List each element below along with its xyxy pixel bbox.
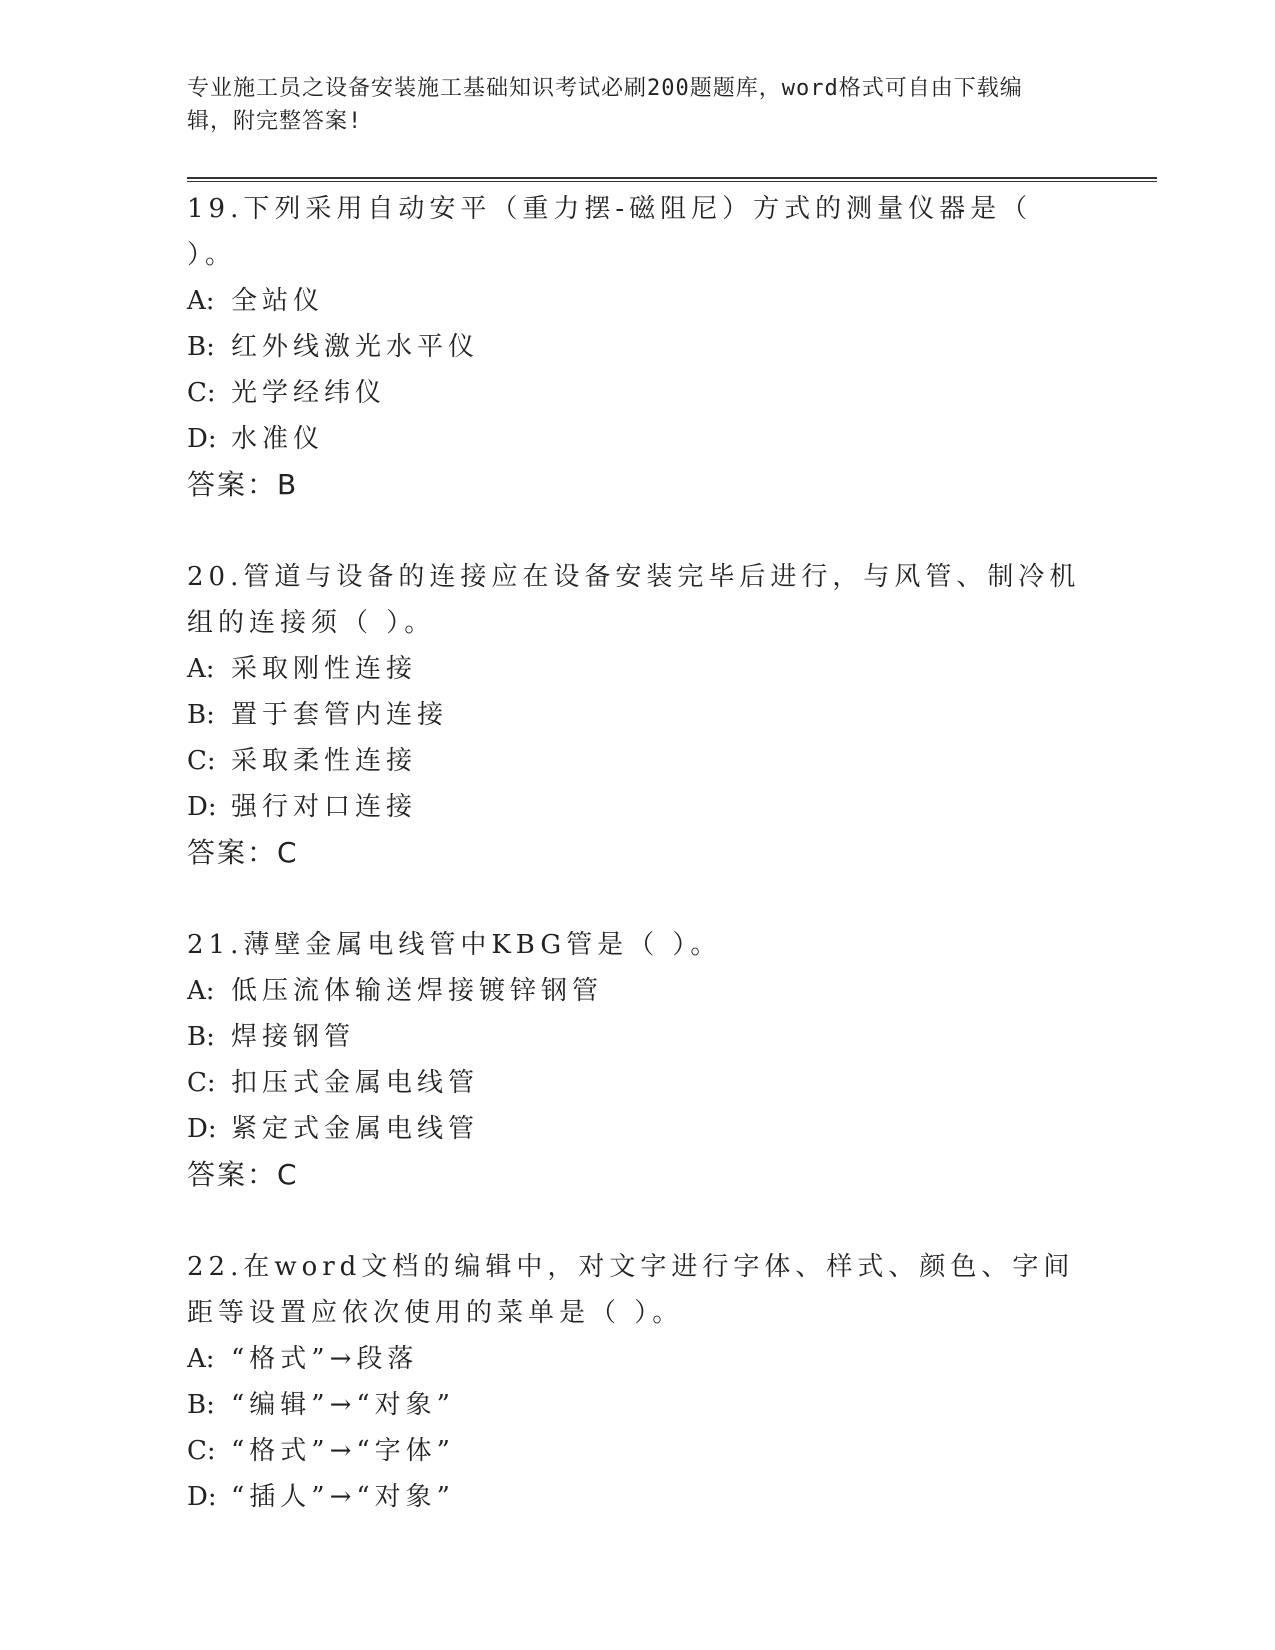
option-text: 水准仪 bbox=[231, 424, 325, 454]
option-d bbox=[187, 784, 1087, 830]
option-c bbox=[187, 370, 1087, 416]
answer-line: 答案：C bbox=[187, 1158, 299, 1191]
option-a bbox=[187, 968, 1087, 1014]
option-letter: A: bbox=[187, 654, 215, 684]
question-stem: 19.下列采用自动安平（重力摆-磁阻尼）方式的测量仪器是（ ）。 bbox=[187, 194, 1033, 270]
header-divider bbox=[187, 177, 1157, 179]
option-letter: C: bbox=[187, 1068, 216, 1098]
option-b bbox=[187, 1382, 1087, 1428]
option-text: “格式”→段落 bbox=[231, 1344, 419, 1374]
question-stem: 20.管道与设备的连接应在设备安装完毕后进行，与风管、制冷机组的连接须（ ）。 bbox=[187, 562, 1081, 638]
option-a bbox=[187, 278, 1087, 324]
header-divider-thin bbox=[187, 181, 1157, 182]
question-20 bbox=[187, 554, 1087, 876]
option-b bbox=[187, 1014, 1087, 1060]
answer-line: 答案：B bbox=[187, 468, 299, 501]
option-text: 全站仪 bbox=[231, 286, 325, 316]
option-letter: C: bbox=[187, 378, 216, 408]
option-text: “格式”→“字体” bbox=[231, 1436, 455, 1466]
option-text: 红外线激光水平仪 bbox=[231, 332, 480, 362]
option-text: “编辑”→“对象” bbox=[231, 1390, 455, 1420]
option-d bbox=[187, 1474, 1087, 1520]
option-b bbox=[187, 324, 1087, 370]
question-stem: 22.在word文档的编辑中，对文字进行字体、样式、颜色、字间距等设置应依次使用的菜单是（ ）。 bbox=[187, 1252, 1075, 1328]
option-text: 焊接钢管 bbox=[231, 1022, 356, 1052]
option-text: 采取柔性连接 bbox=[231, 746, 418, 776]
option-d bbox=[187, 416, 1087, 462]
option-text: 低压流体输送焊接镀锌钢管 bbox=[231, 976, 604, 1006]
option-d bbox=[187, 1106, 1087, 1152]
option-letter: B: bbox=[187, 332, 215, 362]
option-a bbox=[187, 646, 1087, 692]
option-letter: A: bbox=[187, 1344, 215, 1374]
option-c bbox=[187, 738, 1087, 784]
page-header: 专业施工员之设备安装施工基础知识考试必刷200题题库，word格式可自由下载编辑，附完整答案! bbox=[187, 76, 1023, 134]
option-text: 扣压式金属电线管 bbox=[231, 1068, 480, 1098]
question-19 bbox=[187, 186, 1087, 508]
option-c bbox=[187, 1060, 1087, 1106]
option-text: 紧定式金属电线管 bbox=[231, 1114, 480, 1144]
option-letter: C: bbox=[187, 1436, 216, 1466]
option-text: 采取刚性连接 bbox=[231, 654, 418, 684]
option-letter: B: bbox=[187, 700, 215, 730]
answer-line: 答案：C bbox=[187, 836, 299, 869]
option-letter: B: bbox=[187, 1022, 215, 1052]
option-letter: A: bbox=[187, 976, 215, 1006]
option-text: 置于套管内连接 bbox=[231, 700, 449, 730]
option-text: “插人”→“对象” bbox=[231, 1482, 455, 1512]
option-letter: A: bbox=[187, 286, 215, 316]
option-letter: C: bbox=[187, 746, 216, 776]
option-c bbox=[187, 1428, 1087, 1474]
option-text: 光学经纬仪 bbox=[231, 378, 387, 408]
option-letter: D: bbox=[187, 424, 217, 454]
option-letter: D: bbox=[187, 1114, 217, 1144]
option-a bbox=[187, 1336, 1087, 1382]
question-list bbox=[187, 186, 1087, 1566]
question-21 bbox=[187, 922, 1087, 1198]
question-22 bbox=[187, 1244, 1087, 1520]
option-text: 强行对口连接 bbox=[231, 792, 418, 822]
option-letter: D: bbox=[187, 1482, 217, 1512]
question-stem: 21.薄壁金属电线管中KBG管是（ ）。 bbox=[187, 930, 722, 960]
option-letter: D: bbox=[187, 792, 217, 822]
option-letter: B: bbox=[187, 1390, 215, 1420]
option-b bbox=[187, 692, 1087, 738]
